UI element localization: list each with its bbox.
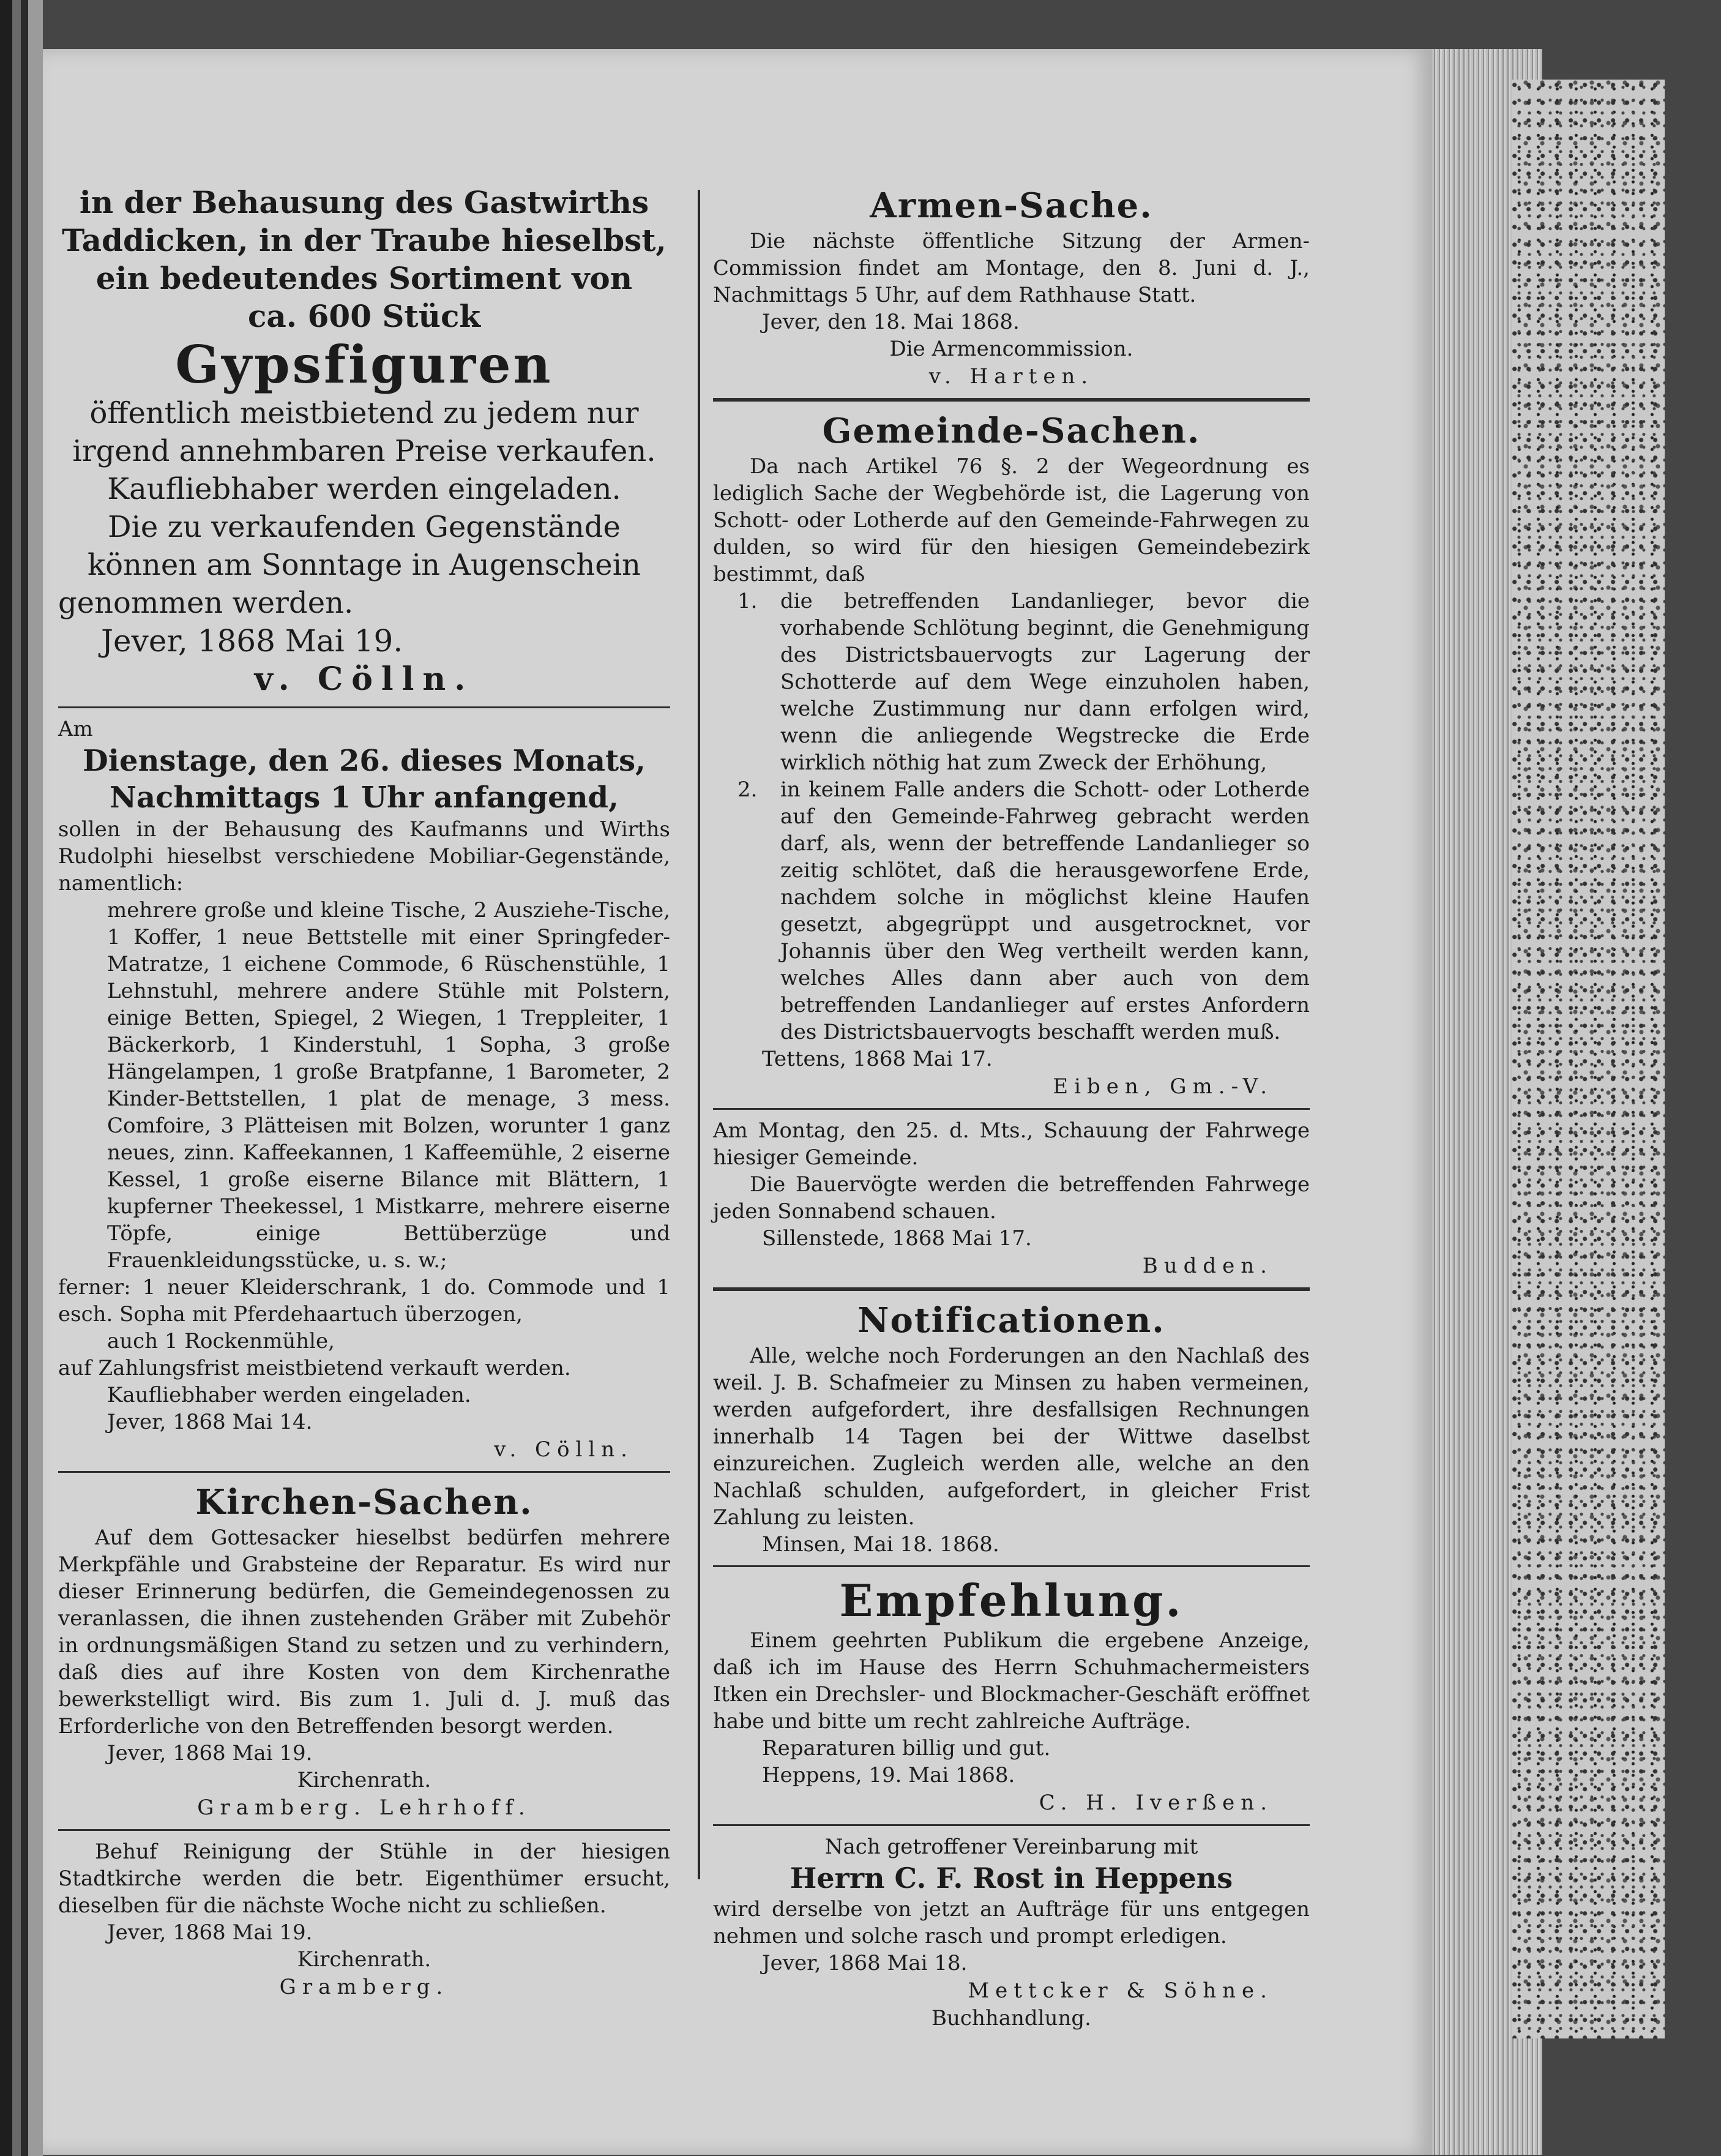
org-line: Die Armencommission.: [889, 337, 1133, 361]
date-line: Jever, 1868 Mai 18.: [762, 1951, 968, 1975]
date-line: Jever, den 18. Mai 1868.: [762, 310, 1020, 334]
auction-rudolphi: [58, 716, 670, 1464]
item-number: 1.: [737, 589, 758, 613]
section-heading: Gemeinde-Sachen.: [822, 411, 1201, 451]
notice-name: Herrn C. F. Rost in Heppens: [790, 1862, 1233, 1895]
signature: v. Cölln.: [494, 1437, 633, 1462]
section-heading: Armen-Sache.: [870, 185, 1153, 226]
divider: [713, 1287, 1310, 1291]
section-heading: Empfehlung.: [839, 1574, 1184, 1626]
section-heading: Notificationen.: [857, 1300, 1165, 1341]
day-line: Dienstage, den 26. dieses Monats,: [83, 744, 646, 778]
signature-line-2: Buchhandlung.: [931, 2006, 1091, 2031]
auction-intro: sollen in der Behausung des Kaufmanns und Wirths Rudolphi hieselbst verschiedene Mobiliar-Gegenstände, namentlich:: [58, 817, 670, 896]
empfehlung: [713, 1574, 1310, 1817]
divider: [713, 1108, 1310, 1110]
signature: Gramberg.: [279, 1975, 449, 1999]
org-line: Kirchenrath.: [297, 1947, 431, 1972]
auction-invite: Kaufliebhaber werden eingeladen.: [107, 1383, 471, 1407]
intro-line: in der Behausung des Gastwirths: [79, 184, 649, 220]
auction-terms: auf Zahlungsfrist meistbietend verkauft werden.: [58, 1356, 571, 1380]
body-line: können am Sonntage in Augenschein: [88, 548, 641, 582]
rost-notice: [713, 1833, 1310, 2032]
date-line: Jever, 1868 Mai 19.: [107, 1741, 313, 1765]
auction-ferner: ferner: 1 neuer Kleiderschrank, 1 do. Commode und 1 esch. Sopha mit Pferdehaartuch überzogen,: [58, 1275, 670, 1327]
repair-line: Reparaturen billig und gut.: [762, 1736, 1051, 1761]
body-line: genommen werden.: [58, 586, 354, 620]
date-line: Heppens, 19. Mai 1868.: [762, 1763, 1015, 1787]
numbered-list: [713, 588, 1310, 1046]
signature: Eiben, Gm.-V.: [1053, 1074, 1273, 1099]
column-divider: [698, 190, 700, 1879]
signature: v. Cölln.: [254, 661, 474, 698]
date-line: Jever, 1868 Mai 19.: [101, 623, 403, 659]
divider: [58, 1829, 670, 1831]
item-text: die betreffenden Landanlieger, bevor die vorhabende Schlötung beginnt, die Genehmigung des Districtsbauervogts zur Lagerung der Schotterde auf dem Wege einzuholen haben, welche Zustimmung nur dann erfolgen wird, wenn die anliegende Wegstrecke die Erde wirklich nöthig hat zum Zweck der Erhöhung,: [780, 589, 1310, 775]
armen-sache: [713, 184, 1310, 391]
notificationen: [713, 1298, 1310, 1558]
date-line: Jever, 1868 Mai 19.: [107, 1920, 313, 1945]
signature: Gramberg. Lehrhoff.: [197, 1795, 531, 1820]
body-line: Kaufliebhaber werden eingeladen.: [107, 472, 621, 506]
section-text: Da nach Artikel 76 §. 2 der Wegeordnung es lediglich Sache der Wegbehörde ist, die Lagerung von Schott- oder Lotherde auf den Gemeinde-Fahrwegen zu dulden, so wird für den hiesigen Gemeindebezirk bestimmt, daß: [713, 454, 1310, 586]
body-line: öffentlich meistbietend zu jedem nur: [89, 396, 639, 430]
notice-line: Nach getroffener Vereinbarung mit: [824, 1835, 1198, 1859]
book-cover-edge: [1512, 80, 1665, 2038]
body-line: Die zu verkaufenden Gegenstände: [108, 510, 621, 544]
intro-line: Taddicken, in der Traube hieselbst,: [62, 222, 666, 258]
item-number: 2.: [737, 777, 758, 802]
signature: v. Harten.: [928, 364, 1094, 389]
section-text: Die nächste öffentliche Sitzung der Armen-Commission findet am Montage, den 8. Juni d. J., Nachmittags 5 Uhr, auf dem Rathhause Statt.: [713, 229, 1310, 307]
kirchen-sachen: [58, 1480, 670, 1822]
signature: Budden.: [1142, 1254, 1273, 1278]
date-line: Jever, 1868 Mai 14.: [107, 1410, 313, 1434]
date-line: Minsen, Mai 18. 1868.: [762, 1532, 999, 1557]
item-text: in keinem Falle anders die Schott- oder Lotherde auf den Gemeinde-Fahrweg gebracht werden darf, als, wenn der betreffende Landanlieger so zeitig schlötet, daß die herausgeworfene Erde, nachdem solche in möglichst kleine Haufen gesetzt, abgegrüppt und ausgetrocknet, vor Johannis über den Weg vertheilt werden kann, welches Alles dann aber auch von dem betreffenden Landanlieger auf erstes Anfordern des Districtsbauervogts beschafft werden muß.: [780, 777, 1310, 1044]
signature: Mettcker & Söhne.: [968, 1978, 1273, 2003]
auction-items: mehrere große und kleine Tische, 2 Ausziehe-Tische, 1 Koffer, 1 neue Bettstelle mit einer Springfeder-Matratze, 1 eichene Commode, 6 Rüschenstühle, 1 Lehnstuhl, mehrere andere Stühle mit Polstern, einige Betten, Spiegel, 2 Wiegen, 1 Treppleiter, 1 Bäckerkorb, 1 Kinderstuhl, 1 Sopha, 3 große Hängelampen, 1 große Bratpfanne, 1 Barometer, 2 Kinder-Bettstellen, 1 plat de menage, 3 mess. Comfoire, 3 Plätteisen mit Bolzen, worunter 1 ganz neues, zinn. Kaffeekannen, 1 Kaffeemühle, 2 eiserne Kessel, 1 große eiserne Bilance mit Blättern, 1 kupferner Theekessel, 1 Mistkarre, mehrere eiserne Töpfe, einige Bettüberzüge und Frauenkleidungsstücke, u. s. w.;: [107, 898, 670, 1273]
section-heading: Kirchen-Sachen.: [195, 1482, 533, 1522]
list-item: [737, 776, 1310, 1046]
left-column: [58, 184, 670, 2001]
time-line: Nachmittags 1 Uhr anfangend,: [110, 780, 619, 815]
intro-line: ein bedeutendes Sortiment von: [95, 260, 633, 296]
right-column: [713, 184, 1310, 2032]
date-line: Tettens, 1868 Mai 17.: [762, 1047, 993, 1071]
section-text: Auf dem Gottesacker hieselbst bedürfen mehrere Merkpfähle und Grabsteine der Reparatur. Es wird nur dieser Erinnerung bedürfen, die Gemeindegenossen zu veranlassen, die ihnen zustehenden Gräber mit Zubehör in ordnungsmäßigen Stand zu setzen und zu verhindern, daß dies auf ihre Kosten von dem Kirchenrathe bewerkstelligt wird. Bis zum 1. Juli d. J. muß das Erforderliche von den Betreffenden besorgt werden.: [58, 1525, 670, 1739]
kirchen-stuehle: [58, 1838, 670, 2001]
signature: C. H. Iverßen.: [1039, 1791, 1273, 1815]
section-text: Behuf Reinigung der Stühle in der hiesigen Stadtkirche werden die betr. Eigenthümer ersucht, dieselben für die nächste Woche nicht zu schließen.: [58, 1840, 670, 1918]
divider: [713, 1565, 1310, 1567]
previous-page-edge: [0, 0, 43, 2156]
headline: Gypsfiguren: [175, 334, 553, 395]
divider: [58, 706, 670, 708]
auction-gypsfiguren: [58, 184, 670, 699]
auction-also: auch 1 Rockenmühle,: [107, 1329, 335, 1353]
date-line: Sillenstede, 1868 Mai 17.: [762, 1226, 1032, 1251]
divider: [713, 1824, 1310, 1826]
section-text: Alle, welche noch Forderungen an den Nachlaß des weil. J. B. Schafmeier zu Minsen zu haben vermeinen, werden aufgefordert, ihre desfallsigen Rechnungen innerhalb 14 Tagen bei der Wittwe daselbst einzureichen. Zugleich werden alle, welche an den Nachlaß schulden, aufgefordert, in gleicher Frist Zahlung zu leisten.: [713, 1344, 1310, 1530]
schauung-notice: [713, 1117, 1310, 1280]
divider: [58, 1471, 670, 1473]
section-text: Einem geehrten Publikum die ergebene Anzeige, daß ich im Hause des Herrn Schuhmachermeisters Itken ein Drechsler- und Blockmacher-Geschäft eröffnet habe und bitte um recht zahlreiche Aufträge.: [713, 1628, 1310, 1734]
divider: [713, 398, 1310, 402]
intro-line: ca. 600 Stück: [247, 298, 481, 334]
gemeinde-sachen: [713, 409, 1310, 1101]
section-text: wird derselbe von jetzt an Aufträge für uns entgegen nehmen und solche rasch und prompt erledigen.: [713, 1897, 1310, 1948]
list-item: [737, 588, 1310, 776]
body-line: irgend annehmbaren Preise verkaufen.: [72, 434, 656, 468]
section-text: Am Montag, den 25. d. Mts., Schauung der Fahrwege hiesiger Gemeinde.: [713, 1118, 1310, 1170]
section-text: Die Bauervögte werden die betreffenden Fahrwege jeden Sonnabend schauen.: [713, 1172, 1310, 1224]
am-label: Am: [58, 717, 93, 741]
org-line: Kirchenrath.: [297, 1768, 431, 1792]
